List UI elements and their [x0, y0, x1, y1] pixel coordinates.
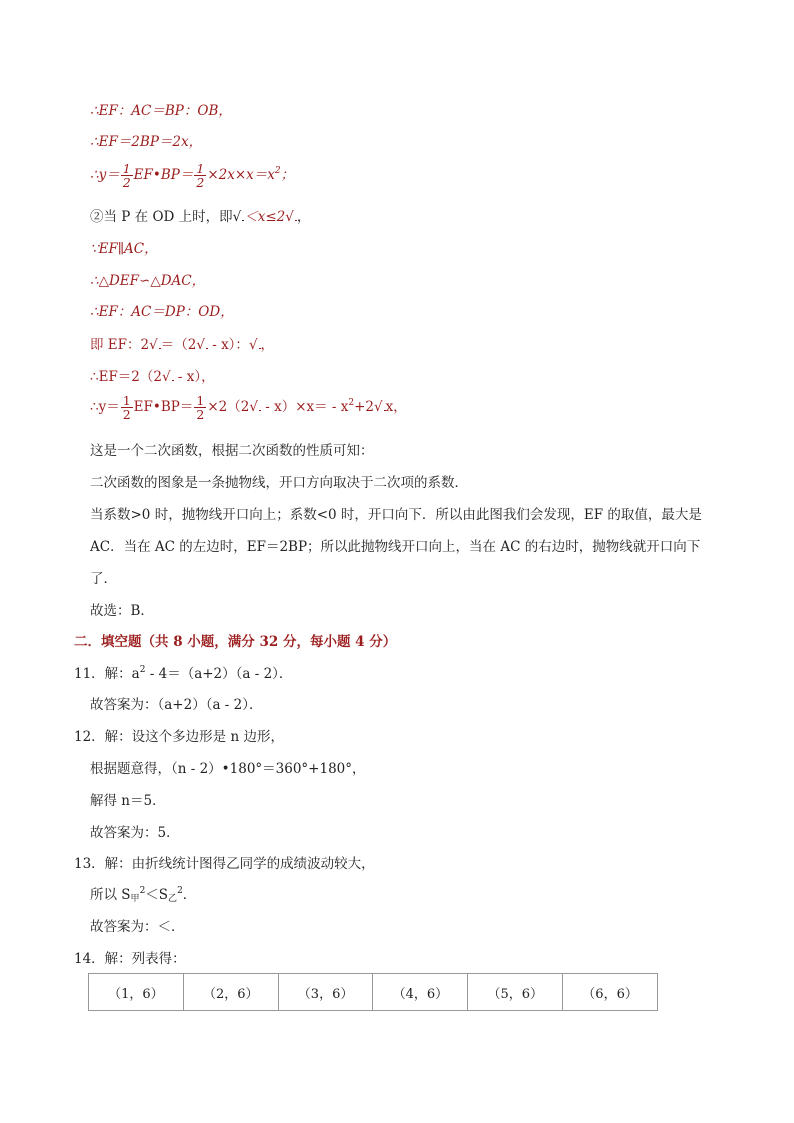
- text-segment: ×2（2: [207, 399, 250, 415]
- text-segment: ，: [296, 209, 311, 225]
- superscript: 2: [139, 665, 146, 675]
- subscript-yi: 乙: [168, 894, 178, 904]
- text-segment: ×2x×x＝x: [207, 167, 275, 183]
- table-cell: （1，6）: [89, 974, 184, 1011]
- outcome-table: [88, 973, 658, 1011]
- text-segment: +2: [354, 399, 375, 415]
- paragraph-coefficient-sign: 当系数>0 时，抛物线开口向上；系数<0 时，开口向下．所以由此图我们会发现，EF 的取值，最大是: [90, 507, 702, 523]
- fraction-numerator: 1: [196, 393, 205, 408]
- fraction-numerator: 1: [196, 161, 205, 176]
- fraction-one-half: [121, 162, 133, 189]
- fraction-denominator: 2: [122, 407, 131, 422]
- solution-line-similar-triangles: ∴△DEF∽△DAC，: [90, 273, 206, 289]
- solution-line-ratio-expression: [90, 336, 274, 354]
- text-segment: - x）：: [207, 337, 249, 353]
- q11-answer: 故答案为：（a+2）（a - 2）．: [90, 697, 263, 713]
- solution-line-ef-parallel-ac: ∵EF∥AC，: [90, 241, 158, 257]
- sqrt-2: √: [196, 336, 208, 354]
- sqrt-2: √: [249, 398, 261, 416]
- table-cell: （5，6）: [468, 974, 563, 1011]
- q13-solution: 13．解：由折线统计图得乙同学的成绩波动较大，: [74, 856, 375, 872]
- superscript: 2: [177, 886, 183, 896]
- fraction-denominator: 2: [196, 175, 205, 190]
- text-segment: 所以 S: [90, 887, 131, 903]
- q12-equation: 根据题意得，（n - 2）•180°＝360°+180°，: [90, 761, 366, 777]
- table-cell: （6，6）: [563, 974, 658, 1011]
- solution-line-ef-ac-dp-od: ∴EF：AC＝DP：OD，: [90, 304, 234, 320]
- text-segment: - 4＝（a+2）（a - 2）．: [145, 666, 293, 682]
- text-segment: 即 EF：2: [90, 337, 150, 353]
- sqrt-2: √: [285, 208, 297, 226]
- sqrt-2: √: [149, 336, 161, 354]
- superscript: 2: [139, 886, 146, 896]
- q13-variance-comparison: [90, 886, 196, 904]
- fraction-denominator: 2: [122, 175, 131, 190]
- subscript-jia: 甲: [130, 894, 140, 904]
- q11-solution: [74, 665, 292, 683]
- fraction-numerator: 1: [122, 393, 131, 408]
- solution-line-y-equals-x-squared: [90, 162, 294, 189]
- paragraph-ending: 了．: [90, 571, 117, 587]
- text-segment: x，: [385, 399, 407, 415]
- solution-line-y-quadratic: [90, 394, 407, 421]
- paragraph-quadratic-intro: 这是一个二次函数，根据二次函数的性质可知：: [90, 443, 374, 459]
- text-segment: ，: [260, 337, 275, 353]
- table-row: [89, 974, 658, 1011]
- solution-line-ef-ac-ratio: ∴EF：AC＝BP：OB，: [90, 103, 232, 119]
- q12-answer: 故答案为：5．: [90, 825, 180, 841]
- table-cell: （3，6）: [278, 974, 373, 1011]
- q12-result: 解得 n＝5．: [90, 793, 166, 809]
- paragraph-parabola-description: 二次函数的图象是一条抛物线，开口方向取决于二次项的系数．: [90, 475, 468, 491]
- text-segment: ∴y＝: [90, 399, 120, 415]
- text-segment: ∴y＝: [90, 167, 120, 183]
- sqrt-2: √: [249, 336, 261, 354]
- fraction-one-half: [194, 162, 206, 189]
- q12-solution: 12．解：设这个多边形是 n 边形，: [74, 729, 284, 745]
- answer-choice-b: 故选：B．: [90, 603, 154, 619]
- text-segment: 11．解：a: [74, 666, 140, 682]
- text-segment: - x），: [173, 369, 215, 385]
- table-cell: （4，6）: [373, 974, 468, 1011]
- fraction-one-half: [121, 394, 133, 421]
- text-segment: ＝（2: [160, 337, 197, 353]
- text-segment: ②当 P 在 OD 上时，即: [90, 209, 233, 225]
- fraction-denominator: 2: [196, 407, 205, 422]
- text-segment: ＜x≤2: [244, 209, 286, 225]
- text-segment: ；: [280, 167, 295, 183]
- text-segment: ．: [182, 887, 197, 903]
- text-segment: ＜S: [145, 887, 169, 903]
- text-segment: ∴EF＝2（2: [90, 369, 162, 385]
- solution-line-ef-expression: [90, 368, 215, 386]
- superscript: 2: [274, 166, 281, 176]
- text-segment: EF•BP＝: [133, 399, 194, 415]
- sqrt-2: √: [162, 368, 174, 386]
- solution-line-ef-equals-2x: ∴EF＝2BP＝2x，: [90, 134, 203, 150]
- section-heading-fill-in-blank: 二．填空题（共 8 小题，满分 32 分，每小题 4 分）: [74, 634, 397, 650]
- text-segment: EF•BP＝: [133, 167, 194, 183]
- table-cell: （2，6）: [183, 974, 278, 1011]
- fraction-numerator: 1: [122, 161, 131, 176]
- q13-answer: 故答案为：＜．: [90, 919, 185, 935]
- sqrt-2: √: [374, 398, 386, 416]
- fraction-one-half: [194, 394, 206, 421]
- paragraph-ac-analysis: AC．当在 AC 的左边时，EF＝2BP；所以此抛物线开口向上，当在 AC 的右边时，抛物线就开口向下: [90, 539, 701, 555]
- superscript: 2: [348, 398, 355, 408]
- q14-solution: 14．解：列表得：: [74, 951, 186, 967]
- solution-line-case-2: [90, 208, 310, 226]
- sqrt-2: √: [233, 208, 245, 226]
- text-segment: - x）×x＝ - x: [260, 399, 349, 415]
